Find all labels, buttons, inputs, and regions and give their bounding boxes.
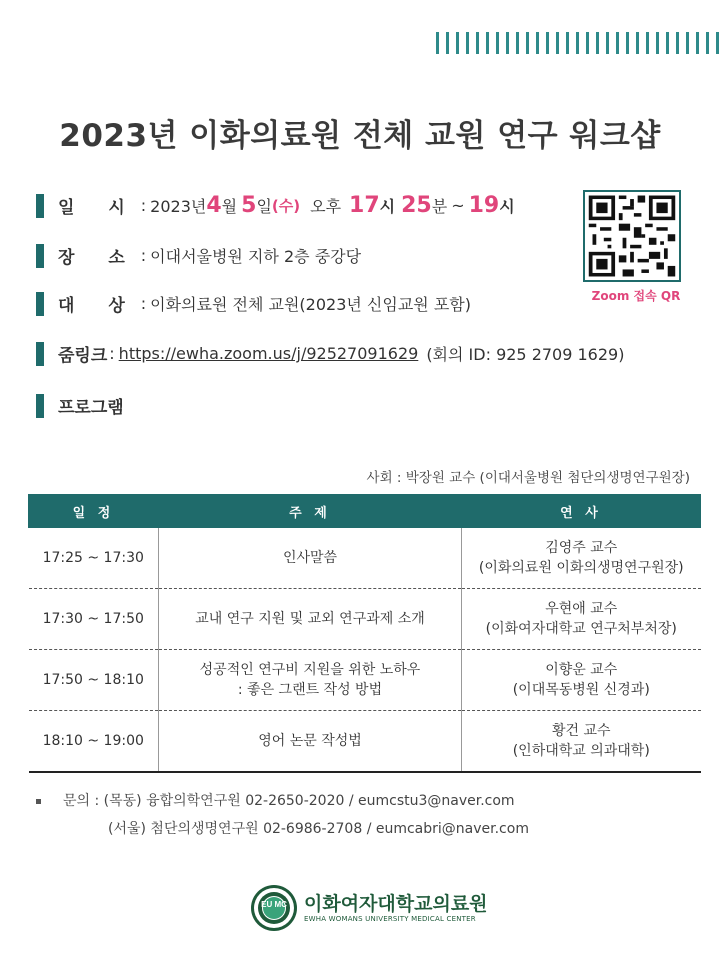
row-marker [36,194,44,218]
logo-name-en: EWHA WOMANS UNIVERSITY MEDICAL CENTER [304,915,476,923]
target-label: 대 상 [58,296,139,316]
program-heading [36,393,124,418]
host-text: 사회 : 박장원 교수 (이대서울병원 첨단의생명연구원장) [366,470,690,486]
colon: : [140,246,147,265]
speaker-name: 황건 교수 [551,723,611,739]
zoom-row [36,341,624,366]
row-time: 17:50 ~ 18:10 [29,650,159,711]
schedule-end-unit: 시 [499,197,515,216]
schedule-year: 2023년 [150,197,207,216]
schedule-start-hour: 17 [349,193,380,218]
place-row [36,243,361,268]
table-header-row [29,495,701,528]
decorative-bars [436,32,720,54]
row-marker [36,244,44,268]
topic-line: 인사말씀 [282,550,338,566]
speaker-affiliation: (이화여자대학교 연구처부처장) [485,621,677,637]
row-topic [159,589,462,650]
row-time: 17:30 ~ 17:50 [29,589,159,650]
header-time: 일 정 [29,495,159,528]
colon: : [109,344,115,363]
emblem-text: EU MC [261,900,287,909]
topic-line: 영어 논문 작성법 [258,733,362,749]
header-topic: 주 제 [159,495,462,528]
row-speaker [462,711,701,773]
zoom-meeting-id: (회의 ID: 925 2709 1629) [426,345,625,364]
logo-name-ko: 이화여자대학교의료원 [304,893,488,915]
colon: : [140,196,147,215]
target-value: 이화의료원 전체 교원(2023년 신임교원 포함) [150,295,471,314]
zoom-qr-code[interactable] [583,190,681,282]
qr-caption: Zoom 접속 QR [591,289,681,303]
program-table [28,494,701,773]
ewha-medical-center-logo [250,884,488,932]
row-marker [36,394,44,418]
schedule-min-unit: 분 [431,197,448,216]
topic-line: 교내 연구 지원 및 교외 연구과제 소개 [195,611,425,627]
contact-line-2: (서울) 첨단의생명연구원 02-6986-2708 / eumcabri@naver.com [108,821,529,837]
speaker-name: 이향운 교수 [545,662,618,678]
row-time: 17:25 ~ 17:30 [29,528,159,589]
table-row [29,528,701,589]
speaker-name: 김영주 교수 [545,540,618,556]
target-row [36,291,471,316]
zoom-label: 줌링크 [58,346,108,366]
table-row [29,589,701,650]
qr-icon [585,192,679,280]
contact-line-1 [36,790,515,810]
row-time: 18:10 ~ 19:00 [29,711,159,773]
schedule-weekday: (수) [271,197,301,215]
row-speaker [462,528,701,589]
program-label: 프로그램 [58,398,124,418]
zoom-link[interactable]: https://ewha.zoom.us/j/92527091629 [118,344,419,363]
contact-text-1: 문의 : (목동) 융합의학연구원 02-2650-2020 / eumcstu3@naver.com [63,793,515,809]
speaker-name: 우현애 교수 [545,601,618,617]
emblem-icon [250,884,298,932]
schedule-tilde: ~ [451,196,465,215]
schedule-end-hour: 19 [468,193,500,218]
schedule-day: 5 [241,193,257,218]
schedule-ampm: 오후 [310,197,342,216]
topic-line: 성공적인 연구비 지원을 위한 노하우 [199,662,421,678]
header-speaker: 연 사 [462,495,701,528]
schedule-start-min: 25 [401,193,432,218]
schedule-row [36,193,515,218]
colon: : [140,294,147,313]
schedule-month: 4 [206,193,222,218]
schedule-day-unit: 일 [256,197,272,216]
schedule-month-unit: 월 [221,197,238,216]
row-topic [159,711,462,773]
row-speaker [462,589,701,650]
table-row [29,711,701,773]
speaker-affiliation: (이대목동병원 신경과) [512,682,650,698]
page-title: 2023년 이화의료원 전체 교원 연구 워크샵 [59,118,661,154]
speaker-affiliation: (이화의료원 이화의생명연구원장) [478,560,684,576]
schedule-hour-unit: 시 [379,197,396,216]
speaker-affiliation: (인하대학교 의과대학) [512,743,650,759]
place-label: 장 소 [58,248,139,268]
bullet-icon [36,799,41,804]
row-speaker [462,650,701,711]
place-value: 이대서울병원 지하 2층 중강당 [150,247,362,266]
schedule-label: 일 시 [58,198,139,218]
row-topic [159,528,462,589]
row-marker [36,342,44,366]
topic-line-2: : 좋은 그랜트 작성 방법 [237,682,383,698]
row-topic [159,650,462,711]
table-row [29,650,701,711]
row-marker [36,292,44,316]
